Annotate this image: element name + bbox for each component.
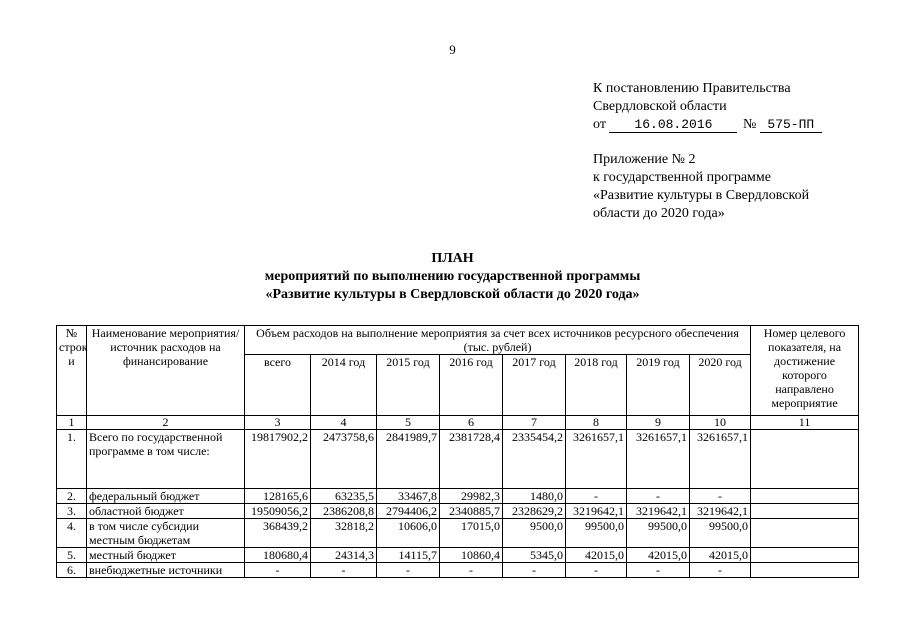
appendix-line-4: области до 2020 года» (593, 206, 725, 221)
row-value: 2794406,2 (377, 504, 440, 519)
row-value: - (503, 563, 566, 578)
row-value: - (690, 489, 751, 504)
row-value: 29982,3 (440, 489, 503, 504)
row-value: 2386208,8 (311, 504, 377, 519)
header-year: 2020 год (690, 355, 751, 416)
row-value: 17015,0 (440, 519, 503, 548)
row-value: 32818,2 (311, 519, 377, 548)
row-target (751, 563, 859, 578)
column-index-row (57, 416, 859, 430)
header-row-number: № строк и (57, 326, 87, 416)
header-year: всего (245, 355, 311, 416)
header-row-1 (57, 326, 859, 355)
row-value: - (566, 489, 627, 504)
table-row (57, 519, 859, 548)
resolution-date: 16.08.2016 (609, 117, 737, 133)
row-value: 128165,6 (245, 489, 311, 504)
row-value: 2381728,4 (440, 430, 503, 489)
document-title (0, 250, 905, 304)
header-year: 2014 год (311, 355, 377, 416)
column-index: 5 (377, 416, 440, 430)
resolution-line-2: Свердловской области (593, 99, 727, 114)
column-index: 2 (87, 416, 245, 430)
row-value: 19509056,2 (245, 504, 311, 519)
column-index: 4 (311, 416, 377, 430)
row-value: 42015,0 (566, 548, 627, 563)
header-year: 2018 год (566, 355, 627, 416)
appendix-line-3: «Развитие культуры в Свердловской (593, 188, 810, 203)
column-index: 8 (566, 416, 627, 430)
row-value: 33467,8 (377, 489, 440, 504)
row-value: 3219642,1 (566, 504, 627, 519)
row-value: - (377, 563, 440, 578)
row-value: 3261657,1 (566, 430, 627, 489)
row-name: местный бюджет (87, 548, 245, 563)
header-year: 2015 год (377, 355, 440, 416)
row-target (751, 519, 859, 548)
title-line-3: «Развитие культуры в Свердловской области до 2020 года» (265, 287, 640, 302)
page-number: 9 (449, 42, 456, 57)
row-value: - (566, 563, 627, 578)
row-number: 5. (57, 548, 87, 563)
row-number: 1. (57, 430, 87, 489)
plan-table (56, 325, 859, 578)
row-value: 368439,2 (245, 519, 311, 548)
title-line-1: ПЛАН (431, 251, 474, 266)
row-value: - (311, 563, 377, 578)
row-value: 2340885,7 (440, 504, 503, 519)
table-row (57, 563, 859, 578)
row-value: 99500,0 (627, 519, 690, 548)
row-value: 2473758,6 (311, 430, 377, 489)
row-value: 42015,0 (690, 548, 751, 563)
row-name: в том числе субсидии местным бюджетам (87, 519, 245, 548)
row-value: 3261657,1 (690, 430, 751, 489)
row-number: 4. (57, 519, 87, 548)
column-index: 7 (503, 416, 566, 430)
row-name: областной бюджет (87, 504, 245, 519)
row-number: 6. (57, 563, 87, 578)
row-value: 3219642,1 (627, 504, 690, 519)
row-target (751, 548, 859, 563)
header-target: Номер целевого показателя, на достижение которого направлено мероприятие (751, 326, 859, 416)
row-value: 2328629,2 (503, 504, 566, 519)
table-row (57, 504, 859, 519)
header-year: 2017 год (503, 355, 566, 416)
row-target (751, 430, 859, 489)
row-number: 3. (57, 504, 87, 519)
appendix-line-2: к государственной программе (593, 170, 771, 185)
row-number: 2. (57, 489, 87, 504)
table-row (57, 548, 859, 563)
row-value: 99500,0 (690, 519, 751, 548)
row-value: 180680,4 (245, 548, 311, 563)
row-name: Всего по государственной программе в том числе: (87, 430, 245, 489)
row-target (751, 489, 859, 504)
row-value: 42015,0 (627, 548, 690, 563)
row-value: 3261657,1 (627, 430, 690, 489)
resolution-line-1: К постановлению Правительства (593, 81, 791, 96)
row-value: 2335454,2 (503, 430, 566, 489)
row-value: 2841989,7 (377, 430, 440, 489)
header-year: 2019 год (627, 355, 690, 416)
header-volume: Объем расходов на выполнение мероприятия за счет всех источников ресурсного обеспечения (тыс. рублей) (245, 326, 751, 355)
row-value: 24314,3 (311, 548, 377, 563)
title-line-2: мероприятий по выполнению государственной программы (264, 269, 641, 284)
column-index: 9 (627, 416, 690, 430)
table-row (57, 489, 859, 504)
header-year: 2016 год (440, 355, 503, 416)
column-index: 3 (245, 416, 311, 430)
row-value: - (440, 563, 503, 578)
row-value: - (627, 489, 690, 504)
number-label: № (742, 117, 757, 132)
column-index: 11 (751, 416, 859, 430)
row-value: - (245, 563, 311, 578)
resolution-number: 575-ПП (760, 117, 822, 133)
appendix-line-1: Приложение № 2 (593, 152, 696, 167)
resolution-date-line (593, 116, 822, 134)
row-value: - (690, 563, 751, 578)
row-value: 10606,0 (377, 519, 440, 548)
row-target (751, 504, 859, 519)
row-value: 1480,0 (503, 489, 566, 504)
row-value: 99500,0 (566, 519, 627, 548)
from-label: от (593, 117, 606, 132)
row-value: 10860,4 (440, 548, 503, 563)
header-name: Наименование мероприятия/ источник расходов на финансирование (87, 326, 245, 416)
row-name: федеральный бюджет (87, 489, 245, 504)
row-value: 63235,5 (311, 489, 377, 504)
table-row (57, 430, 859, 489)
column-index: 10 (690, 416, 751, 430)
row-value: - (627, 563, 690, 578)
row-value: 9500,0 (503, 519, 566, 548)
column-index: 6 (440, 416, 503, 430)
row-value: 5345,0 (503, 548, 566, 563)
row-name: внебюджетные источники (87, 563, 245, 578)
row-value: 19817902,2 (245, 430, 311, 489)
appendix-reference (593, 151, 809, 223)
row-value: 14115,7 (377, 548, 440, 563)
row-value: 3219642,1 (690, 504, 751, 519)
column-index: 1 (57, 416, 87, 430)
resolution-reference (593, 80, 822, 134)
